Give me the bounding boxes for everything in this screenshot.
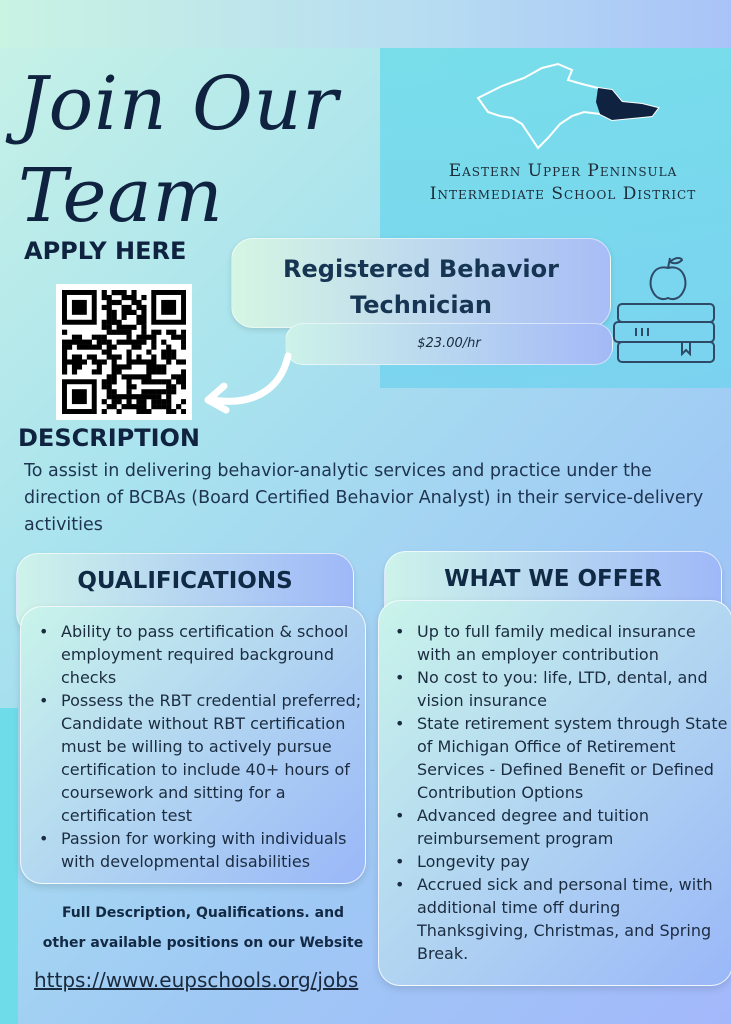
description-heading: DESCRIPTION: [18, 424, 201, 452]
apply-label: APPLY HERE: [24, 237, 187, 265]
description-text: To assist in delivering behavior-analytic services and practice under the direction of BCBAs (Board Certified Behavior Analyst) in their service-delivery activities: [24, 461, 704, 535]
job-title-card: [231, 238, 611, 328]
website-note-line-2: other available positions on our Website: [42, 935, 364, 951]
michigan-map-icon: [472, 58, 672, 158]
top-band: [0, 0, 731, 48]
list-item: • Accrued sick and personal time, with additional time off during Thanksgiving, Christmas, and Spring Break.: [417, 873, 728, 965]
website-note-line-1: Full Description, Qualifications. and: [61, 905, 345, 921]
qualifications-card: [20, 606, 366, 884]
district-name: [398, 160, 728, 206]
list-item: • Possess the RBT credential preferred; Candidate without RBT certification must be willing to actively pursue certification to include 40+ hours of coursework and sitting for a certification test: [61, 689, 365, 827]
offer-list: [379, 620, 731, 965]
left-accent-band: [0, 708, 18, 1024]
job-title: [232, 251, 610, 323]
list-item: • No cost to you: life, LTD, dental, and vision insurance: [417, 666, 728, 712]
job-title-line-2: Technician: [350, 291, 492, 319]
curved-arrow-icon: [198, 352, 298, 418]
pay-rate: $23.00/hr: [417, 336, 481, 351]
job-title-line-1: Registered Behavior: [283, 255, 559, 283]
page-title: [18, 58, 378, 242]
title-line-1: Join Our: [18, 61, 339, 147]
qualifications-heading: QUALIFICATIONS: [77, 568, 293, 594]
district-line-1: Eastern Upper Peninsula: [448, 161, 678, 181]
list-item: • Longevity pay: [417, 850, 728, 873]
list-item: • State retirement system through State of Michigan Office of Retirement Services - Defined Benefit or Defined Contribution Options: [417, 712, 728, 804]
website-note: [22, 898, 384, 958]
offer-heading: WHAT WE OFFER: [444, 566, 662, 592]
list-item: • Up to full family medical insurance with an employer contribution: [417, 620, 728, 666]
district-line-2: Intermediate School District: [429, 184, 697, 204]
list-item: • Passion for working with individuals with developmental disabilities: [61, 827, 365, 873]
pay-card: [285, 323, 613, 365]
title-line-2: Team: [18, 153, 224, 239]
qr-code-icon[interactable]: [56, 284, 192, 420]
qualifications-list: [21, 620, 365, 873]
list-item: • Ability to pass certification & school employment required background checks: [61, 620, 365, 689]
list-item: • Advanced degree and tuition reimbursement program: [417, 804, 728, 850]
books-apple-icon: [612, 254, 720, 372]
offer-card: [378, 600, 731, 986]
jobs-link[interactable]: https://www.eupschools.org/jobs: [34, 968, 359, 992]
